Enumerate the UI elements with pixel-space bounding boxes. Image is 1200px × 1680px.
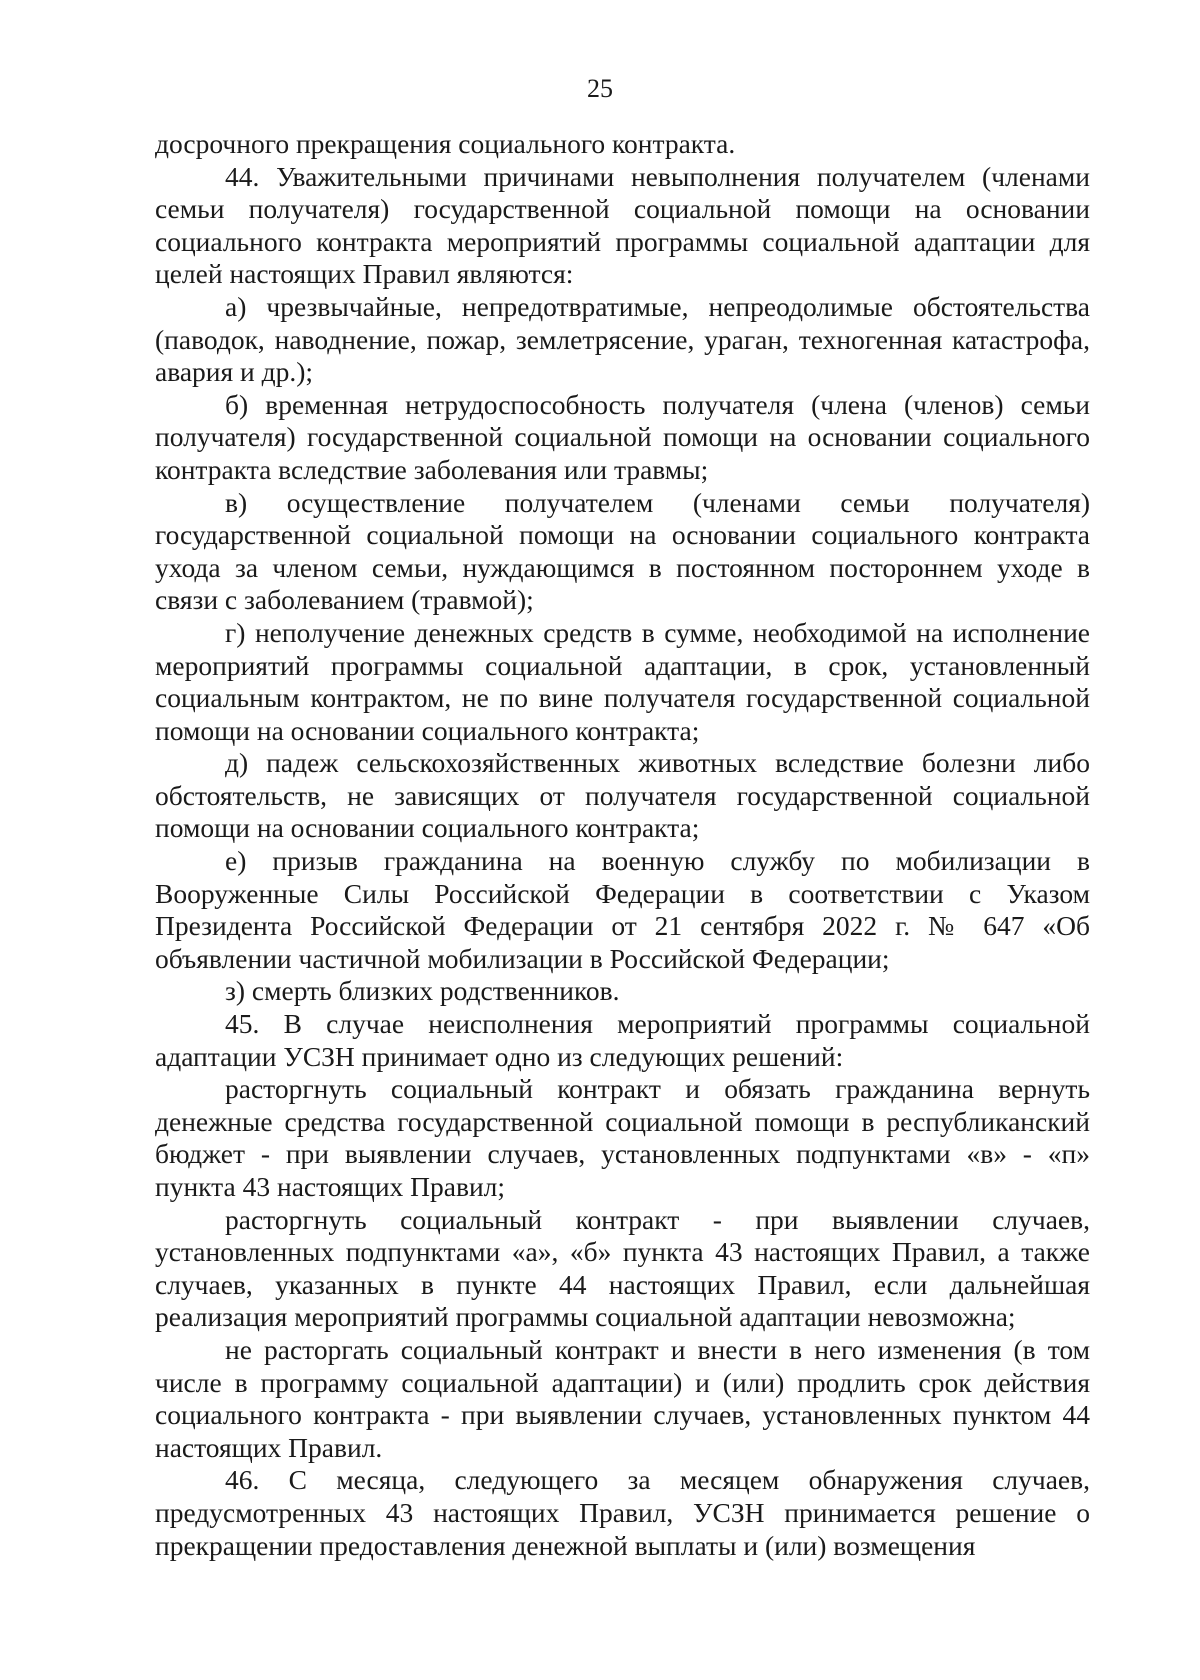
paragraph-decision-1: расторгнуть социальный контракт и обязать гражданина вернуть денежные средства государственной социальной помощи в республиканский бюджет - при выявлении случаев, установленных подпунктами «в» - «п» пункта 43 настоящих Правил; (155, 1073, 1090, 1202)
document-body (155, 128, 1090, 1562)
paragraph-subitem-g: г) неполучение денежных средств в сумме, необходимой на исполнение мероприятий программы социальной адаптации, в срок, установленный социальным контрактом, не по вине получателя государственной социальной помощи на основании социального контракта; (155, 616, 1090, 746)
paragraph-item-44: 44. Уважительными причинами невыполнения получателем (членами семьи получателя) государственной социальной помощи на основании социального контракта мероприятий программы социальной адаптации для целей настоящих Правил являются: (155, 160, 1090, 290)
paragraph-subitem-v: в) осуществление получателем (членами семьи получателя) государственной социальной помощи на основании социального контракта ухода за членом семьи, нуждающимся в постоянном постороннем уходе в связи с заболеванием (травмой); (155, 486, 1090, 616)
paragraph-subitem-a: а) чрезвычайные, непредотвратимые, непреодолимые обстоятельства (паводок, наводнение, пожар, землетрясение, ураган, техногенная катастрофа, авария и др.); (155, 290, 1090, 388)
paragraph-decision-2: расторгнуть социальный контракт - при выявлении случаев, установленных подпунктами «а», «б» пункта 43 настоящих Правил, а также случаев, указанных в пункте 44 настоящих Правил, если дальнейшая реализация мероприятий программы социальной адаптации невозможна; (155, 1203, 1090, 1333)
paragraph-decision-3: не расторгать социальный контракт и внести в него изменения (в том числе в программу социальной адаптации) и (или) продлить срок действия социального контракта - при выявлении случаев, установленных пунктом 44 настоящих Правил. (155, 1333, 1090, 1463)
paragraph-continuation: досрочного прекращения социального контракта. (155, 128, 736, 159)
paragraph-item-45: 45. В случае неисполнения мероприятий программы социальной адаптации УСЗН принимает одно из следующих решений: (155, 1008, 1090, 1072)
paragraph-subitem-e: е) призыв гражданина на военную службу по мобилизации в Вооруженные Силы Российской Федерации в соответствии с Указом Президента Российской Федерации от 21 сентября 2022 г. № 647 «Об объявлении частичной мобилизации в Российской Федерации; (155, 845, 1090, 974)
paragraph-subitem-z: з) смерть близких родственников. (225, 975, 620, 1007)
paragraph-item-46: 46. С месяца, следующего за месяцем обнаружения случаев, предусмотренных 43 настоящих Правил, УСЗН принимается решение о прекращении предоставления денежной выплаты и (или) возмещения (155, 1464, 1090, 1561)
paragraph-subitem-b: б) временная нетрудоспособность получателя (члена (членов) семьи получателя) государственной социальной помощи на основании социального контракта вследствие заболевания или травмы; (155, 388, 1090, 485)
paragraph-subitem-d: д) падеж сельскохозяйственных животных вследствие болезни либо обстоятельств, не зависящих от получателя государственной социальной помощи на основании социального контракта; (155, 747, 1090, 844)
page-number: 25 (587, 74, 613, 103)
